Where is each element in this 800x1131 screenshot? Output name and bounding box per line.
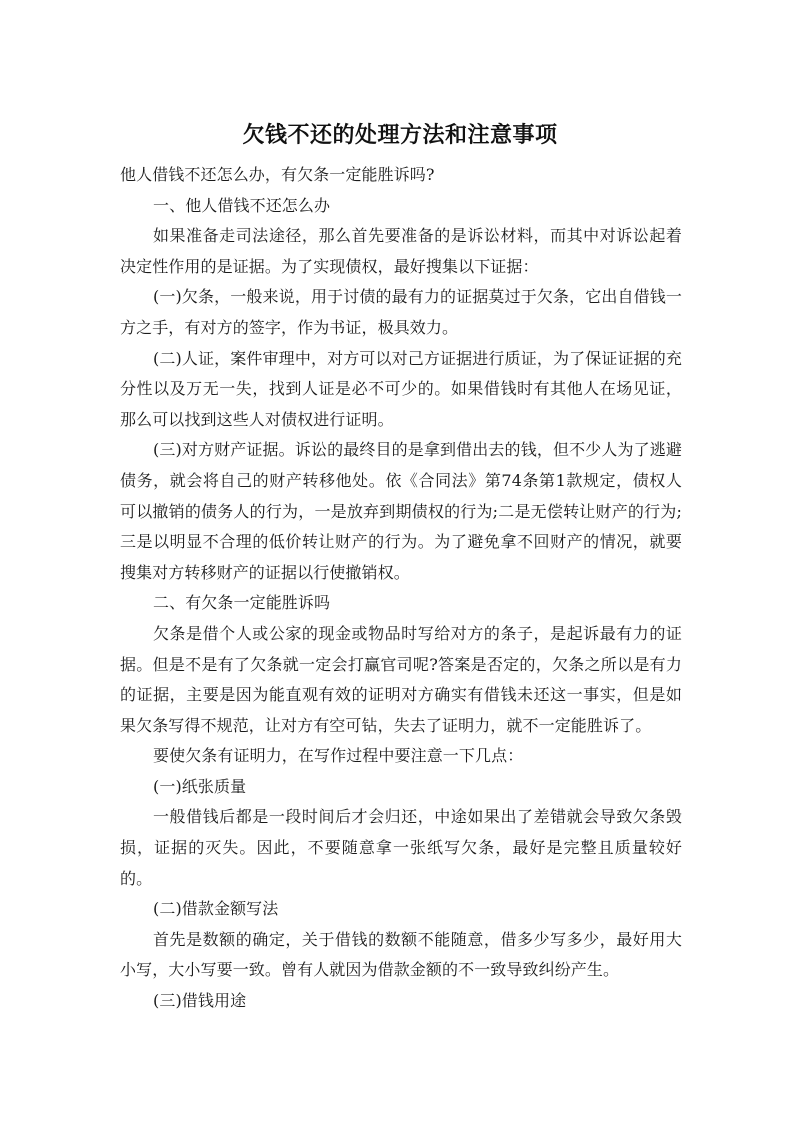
paragraph: 如果准备走司法途径，那么首先要准备的是诉讼材料，而其中对诉讼起着决定性作用的是证据。为了实现债权，最好搜集以下证据： [120, 226, 682, 276]
document-body [120, 160, 682, 1017]
paragraph: (二)借款金额写法 [153, 899, 279, 919]
paragraph: 他人借钱不还怎么办，有欠条一定能胜诉吗? [120, 165, 435, 184]
paragraph: 首先是数额的确定，关于借钱的数额不能随意，借多少写多少，最好用大小写，大小写要一致。曾有人就因为借款金额的不一致导致纠纷产生。 [120, 929, 682, 980]
paragraph: (三)对方财产证据。诉讼的最终目的是拿到借出去的钱，但不少人为了逃避债务，就会将自己的财产转移他处。依《合同法》第74条第1款规定，债权人可以撤销的债务人的行为，一是放弃到期债权的行为;二是无偿转让财产的行为;三是以明显不合理的低价转让财产的行为。为了避免拿不回财产的情况，就要搜集对方转移财产的证据以行使撤销权。 [120, 440, 682, 582]
paragraph: (一)欠条，一般来说，用于讨债的最有力的证据莫过于欠条，它出自借钱一方之手，有对方的签字，作为书证，极具效力。 [120, 287, 682, 337]
paragraph: 一、他人借钱不还怎么办 [153, 195, 331, 215]
paragraph: 二、有欠条一定能胜诉吗 [153, 593, 331, 613]
paragraph: (二)人证，案件审理中，对方可以对己方证据进行质证，为了保证证据的充分性以及万无一失，找到人证是必不可少的。如果借钱时有其他人在场见证，那么可以找到这些人对债权进行证明。 [120, 348, 682, 429]
paragraph: 一般借钱后都是一段时间后才会归还，中途如果出了差错就会导致欠条毁损，证据的灭失。因此，不要随意拿一张纸写欠条，最好是完整且质量较好的。 [120, 807, 682, 888]
paragraph: (一)纸张质量 [153, 776, 247, 796]
paragraph: (三)借钱用途 [153, 991, 247, 1011]
paragraph: 欠条是借个人或公家的现金或物品时写给对方的条子，是起诉最有力的证据。但是不是有了欠条就一定会打赢官司呢?答案是否定的，欠条之所以是有力的证据，主要是因为能直观有效的证明对方确实有借钱未还这一事实，但是如果欠条写得不规范，让对方有空可钻，失去了证明力，就不一定能胜诉了。 [120, 623, 682, 735]
paragraph: 要使欠条有证明力，在写作过程中要注意一下几点： [153, 746, 524, 766]
document-title: 欠钱不还的处理方法和注意事项 [242, 123, 558, 148]
